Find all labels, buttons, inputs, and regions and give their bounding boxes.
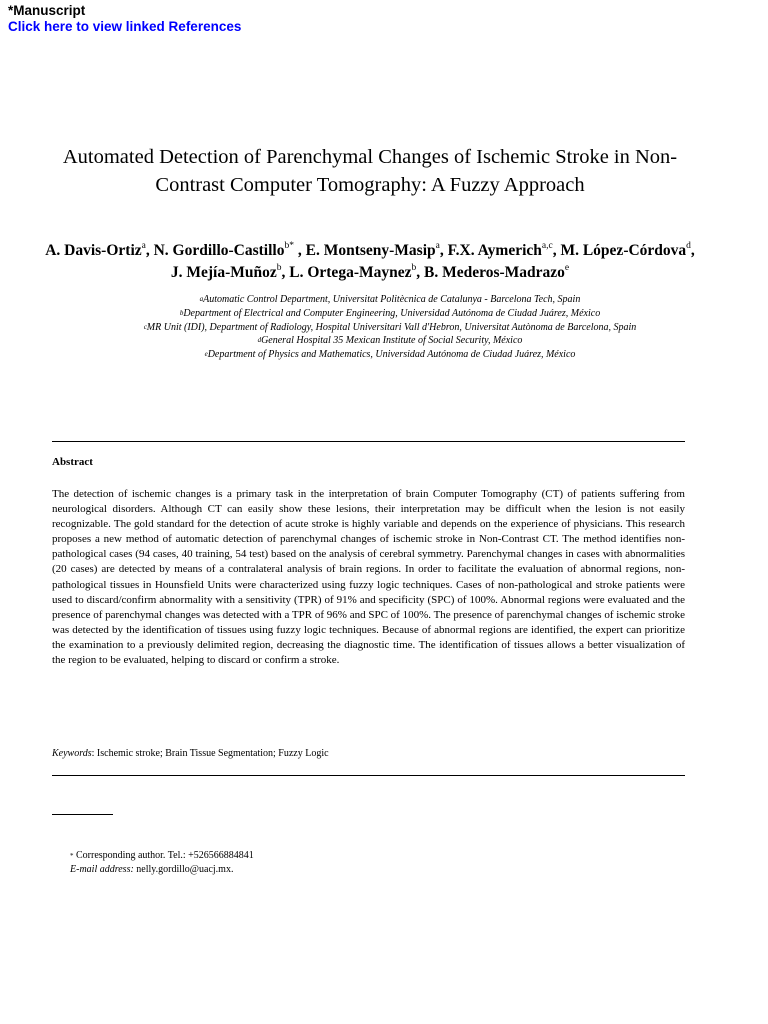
keywords-line bbox=[52, 748, 329, 759]
affiliation-mark: e bbox=[204, 350, 208, 359]
corresponding-author-text: Corresponding author. Tel.: +526566884841 bbox=[73, 850, 254, 861]
affiliation-line bbox=[40, 307, 740, 321]
author-name: B. Mederos-Madrazo bbox=[424, 263, 565, 281]
footnote-divider bbox=[52, 814, 113, 815]
abstract-heading: Abstract bbox=[52, 456, 93, 468]
affiliation-mark: d bbox=[257, 336, 262, 345]
author-affiliation-mark: a bbox=[141, 241, 146, 251]
affiliation-text: General Hospital 35 Mexican Institute of Social Security, México bbox=[261, 335, 523, 347]
author-separator: , bbox=[690, 242, 695, 259]
affiliation-line bbox=[40, 293, 740, 307]
author-affiliation-mark: b* bbox=[284, 241, 294, 251]
email-label: E-mail address: bbox=[70, 864, 134, 875]
author-separator: , bbox=[439, 242, 448, 259]
author-affiliation-mark: b bbox=[276, 262, 282, 273]
divider-top bbox=[52, 441, 685, 442]
affiliation-mark: b bbox=[179, 308, 184, 317]
corresponding-author-note bbox=[70, 849, 254, 863]
paper-title: Automated Detection of Parenchymal Changes of Ischemic Stroke in Non-Contrast Computer Tomography: A Fuzzy Approach bbox=[62, 146, 678, 196]
author-name: M. López-Córdova bbox=[560, 242, 687, 259]
affiliation-mark: c bbox=[143, 322, 147, 331]
manuscript-label: *Manuscript bbox=[8, 3, 86, 18]
author-separator: , bbox=[281, 263, 290, 281]
affiliation-mark: a bbox=[199, 295, 204, 303]
affiliation-list bbox=[40, 293, 740, 362]
affiliation-line bbox=[40, 334, 740, 348]
email-note bbox=[70, 863, 254, 877]
affiliation-text: MR Unit (IDI), Department of Radiology, Hospital Universitari Vall d'Hebron, Universitat Autònoma de Barcelona, Spain bbox=[146, 321, 637, 333]
affiliation-text: Department of Physics and Mathematics, Universidad Autónoma de Ciudad Juárez, México bbox=[207, 349, 576, 361]
author-name: F.X. Aymerich bbox=[447, 242, 542, 259]
author-separator: , bbox=[552, 242, 561, 259]
author-affiliation-mark: a bbox=[435, 241, 440, 251]
affiliation-text: Department of Electrical and Computer Engineering, Universidad Autónoma de Ciudad Juárez, México bbox=[183, 307, 601, 319]
keywords-text: : Ischemic stroke; Brain Tissue Segmentation; Fuzzy Logic bbox=[91, 748, 329, 759]
author-name: L. Ortega-Maynez bbox=[289, 263, 412, 281]
abstract-body: The detection of ischemic changes is a primary task in the interpretation of brain Computer Tomography (CT) of patients suffering from neurological disorders. Although CT can easily show these lesions, their interpretation may be difficult when the lesion is not easily recognizable. The gold standard for the detection of acute stroke is highly variable and depends on the experience of physicians. This research proposes a new method of automatic detection of parenchymal changes of ischemic stroke in Non-Contrast CT. The method identifies non-pathological cases (94 cases, 40 training, 54 test) based on the analysis of cerebral symmetry. Parenchymal changes in cases with abnormalities (20 cases) are detected by means of a contralateral analysis of brain regions. In order to facilitate the evaluation of abnormal regions, non-pathological tissues in Hounsfield Units were characterized using fuzzy logic techniques. Cases of non-pathological and stroke patients were used to discard/confirm abnormality with a sensitivity (TPR) of 91% and specificity (SPC) of 100%. Abnormal regions were evaluated and the presence of parenchymal changes was detected with a TPR of 96% and SPC of 100%. The presence of parenchymal changes of ischemic stroke was detected by the identification of tissues using fuzzy logic techniques. Because of abnormal regions are identified, the expert can prioritize the examination to a previously delimited region, decreasing the diagnostic time. The identification of tissues allows a better visualization of the region to be evaluated, helping to discard or confirm a stroke. bbox=[52, 488, 685, 667]
author-affiliation-mark: d bbox=[686, 241, 691, 251]
author-separator: , bbox=[293, 242, 306, 259]
author-affiliation-mark: a,c bbox=[541, 241, 553, 251]
affiliation-line bbox=[40, 321, 740, 335]
view-references-link[interactable]: Click here to view linked References bbox=[8, 19, 242, 34]
author-name: J. Mejía-Muñoz bbox=[170, 263, 277, 281]
manuscript-header bbox=[8, 3, 241, 35]
footnote bbox=[70, 849, 254, 877]
author-name: N. Gordillo-Castillo bbox=[153, 242, 285, 259]
keywords-label: Keywords bbox=[52, 748, 92, 759]
author-separator: , bbox=[416, 263, 424, 281]
footnote-mark: * bbox=[70, 852, 74, 860]
email-address[interactable]: nelly.gordillo@uacj.mx. bbox=[133, 864, 234, 875]
divider-bottom bbox=[52, 775, 685, 776]
author-name: E. Montseny-Masip bbox=[305, 242, 436, 259]
author-affiliation-mark: e bbox=[564, 262, 570, 273]
author-affiliation-mark: b bbox=[411, 262, 417, 273]
affiliation-line bbox=[40, 348, 740, 362]
author-separator: , bbox=[145, 242, 154, 259]
author-name: A. Davis-Ortiz bbox=[45, 242, 142, 259]
affiliation-text: Automatic Control Department, Universitat Politècnica de Catalunya - Barcelona Tech, Spain bbox=[203, 294, 581, 305]
author-list bbox=[40, 240, 700, 283]
